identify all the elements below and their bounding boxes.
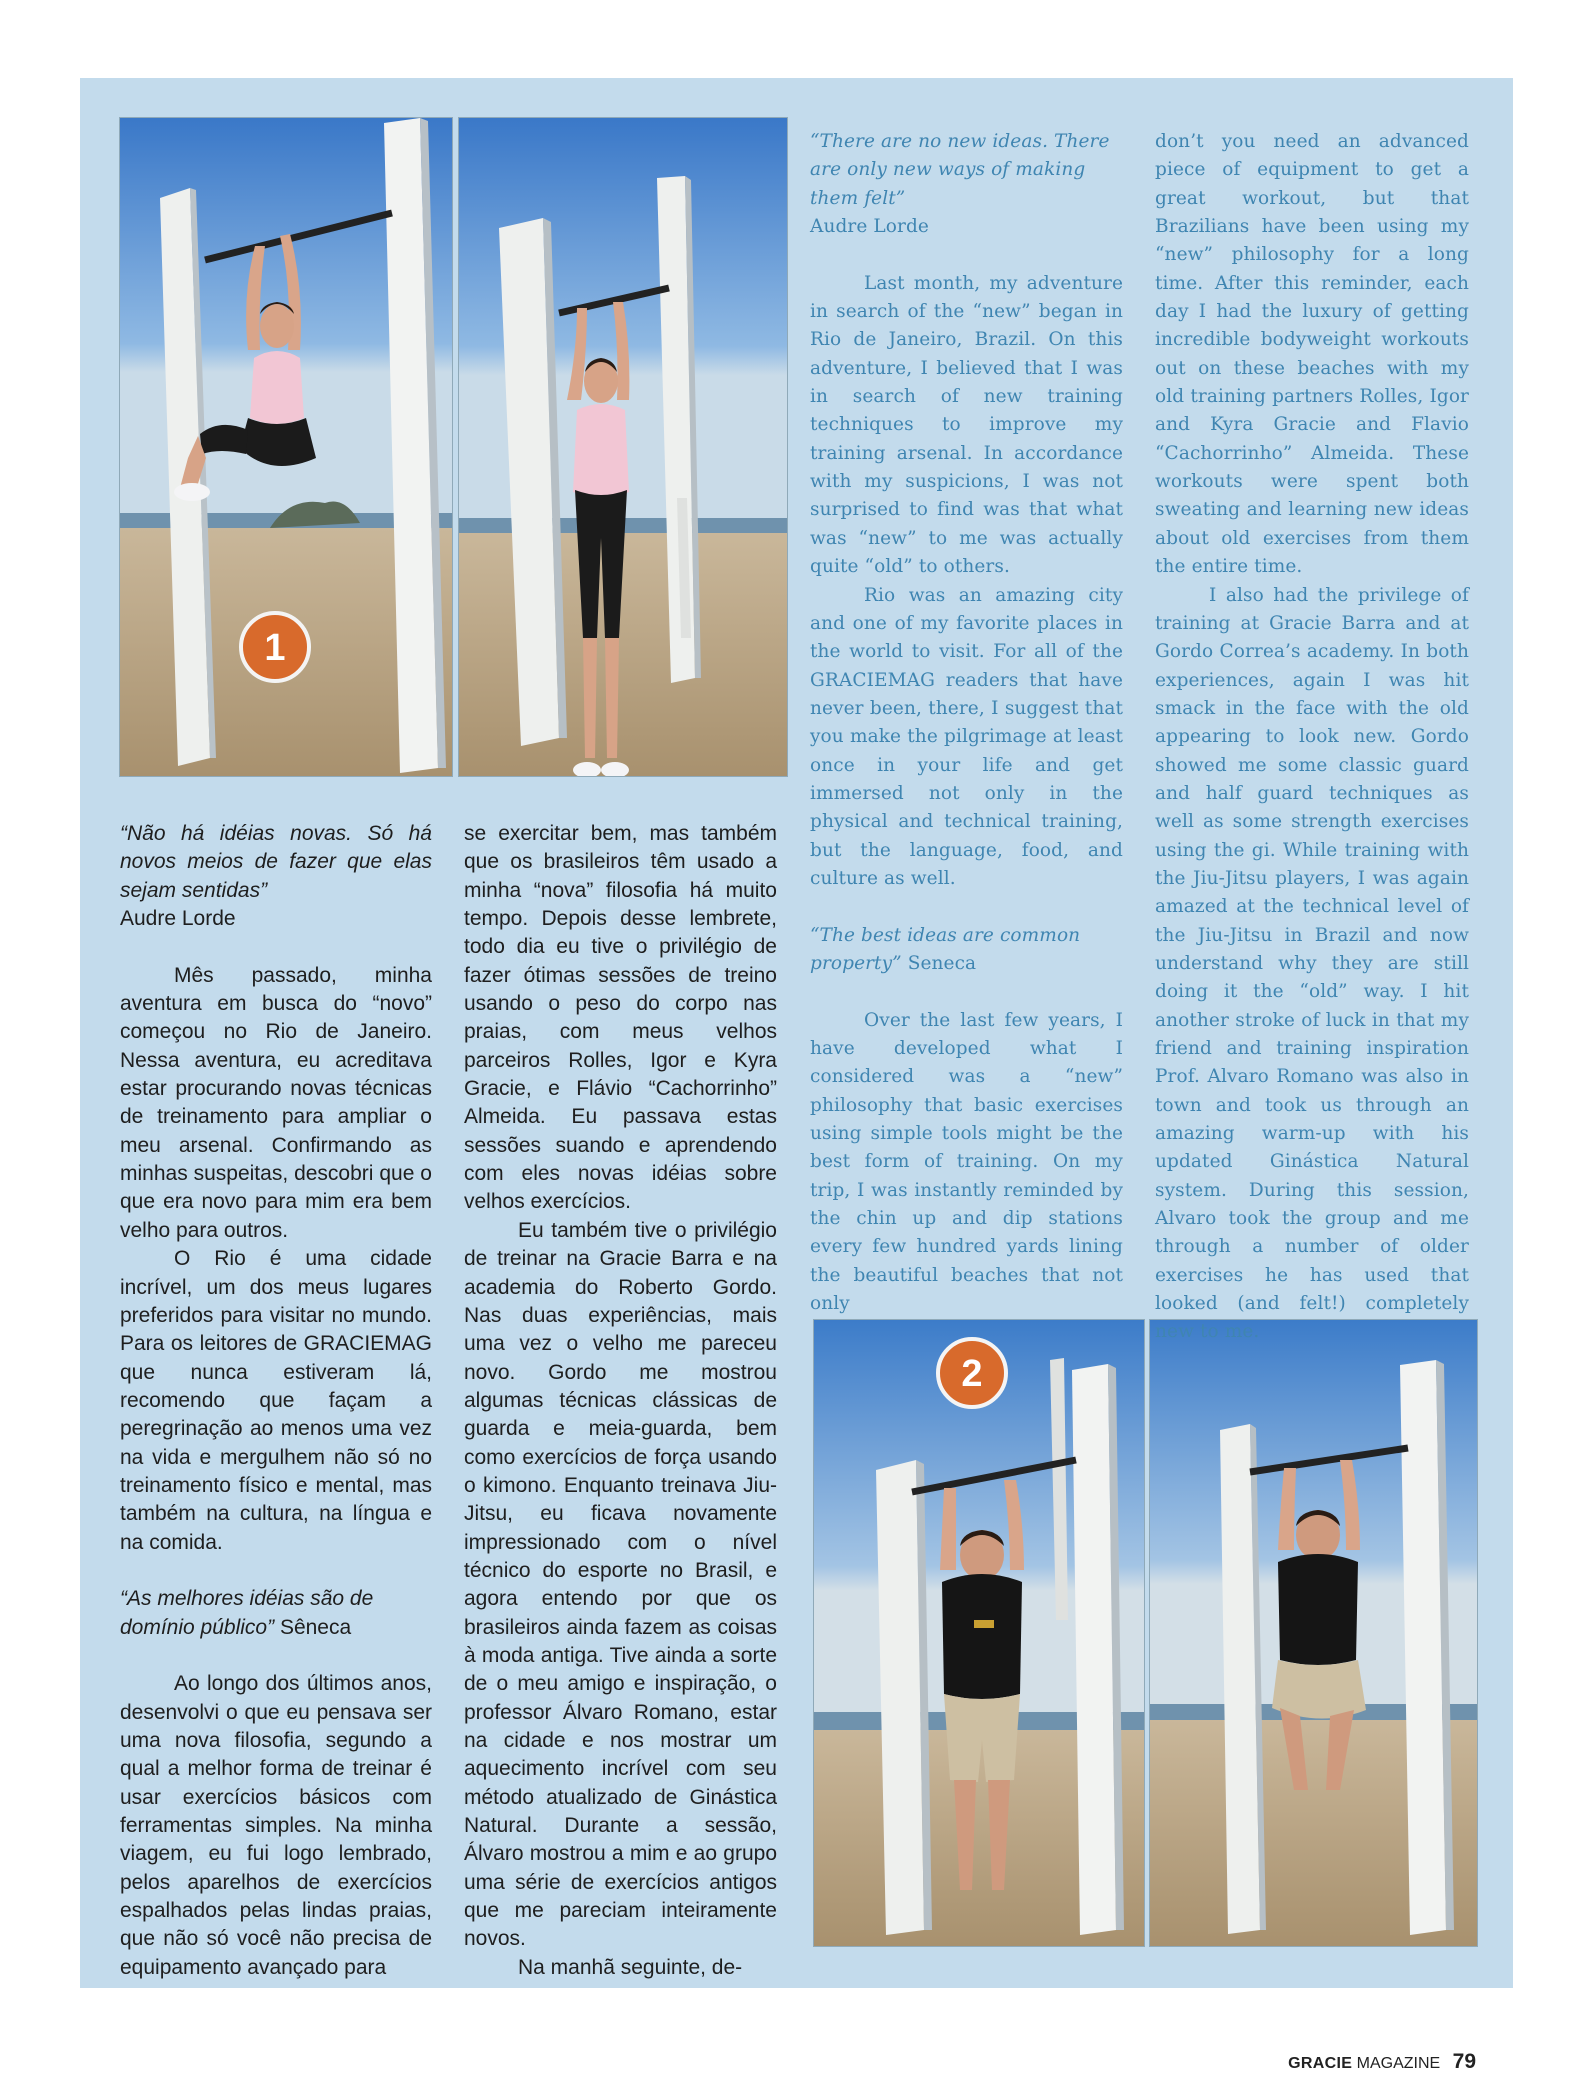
- english-column-2: [1155, 128, 1469, 1347]
- photo-badge-1: 1: [264, 627, 286, 669]
- page-footer: [1288, 2050, 1476, 2074]
- pt-quote-lorde: “Não há idéias novas. Só há novos meios de fazer que elas sejam sentidas”: [120, 822, 432, 902]
- pt-quote-seneca: “As melhores idéias são de domínio público”: [120, 1587, 374, 1639]
- portuguese-column-1: [120, 820, 432, 1982]
- en-paragraph-4: I also had the privilege of training at Gracie Barra and at Gordo Correa’s academy. In both experiences, again I was hit smack in the face with the old appearing to look new. Gordo showed me some classic guard and half guard techniques as well as some strength exercises using the gi. While training with the Jiu-Jitsu players, I was again amazed at the technical level of the Jiu-Jitsu in Brazil and now understand why they are still doing it the “old” way. I hit another stroke of luck in that my friend and training inspiration Prof. Alvaro Romano was also in town and took us through an amazing warm-up with his updated Ginástica Natural system. During this session, Alvaro took the group and me through a number of older exercises he has used that looked (and felt!) completely new to me.: [1155, 584, 1469, 1343]
- en-quote-seneca-block: [810, 922, 1123, 979]
- portuguese-column-2: [464, 820, 777, 1982]
- pt-quote-lorde-author: Audre Lorde: [120, 907, 236, 931]
- pt-paragraph-1: Mês passado, minha aventura em busca do “novo” começou no Rio de Janeiro. Nessa aventura, eu acreditava estar procurando novas técnicas de treinamento para ampliar o meu arsenal. Confirmando as minhas suspeitas, descobri que o que era novo para mim era bem velho para outros.: [120, 963, 432, 1242]
- en-quote-lorde: “There are no new ideas. There are only new ways of making them felt”: [810, 131, 1110, 209]
- en-paragraph-3-continued: don’t you need an advanced piece of equipment to get a great workout, but that Brazilians have been using my “new” philosophy for a long time. After this reminder, each day I had the luxury of getting incredible bodyweight workouts out on these beaches with my old training partners Rolles, Igor and Kyra Gracie and Flavio “Cachorrinho” Almeida. These workouts were spent both sweating and learning new ideas about old exercises from them the entire time.: [1155, 131, 1469, 578]
- footer-brand: GRACIE: [1288, 2055, 1353, 2072]
- photo-woman-knees-raised: [119, 117, 453, 777]
- photo-man-knees-raised: [1149, 1319, 1478, 1947]
- en-paragraph-1: Last month, my adventure in search of the “new” began in Rio de Janeiro, Brazil. On this adventure, I believed that I was in search of new training techniques to improve my training arsenal. In accordance with my suspicions, I was not surprised to find was that what was “new” to me was actually quite “old” to others.: [810, 272, 1123, 578]
- en-quote-seneca: “The best ideas are common property”: [810, 924, 1081, 974]
- footer-magazine: MAGAZINE: [1356, 2055, 1441, 2072]
- en-quote-seneca-author: Seneca: [907, 952, 977, 974]
- pt-paragraph-3: Ao longo dos últimos anos, desenvolvi o que eu pensava ser uma nova filosofia, segundo a qual a melhor forma de treinar é usar exercícios básicos com ferramentas simples. Na minha viagem, eu fui logo lembrado, pelos aparelhos de exercícios espalhados pelas lindas praias, que não só você não precisa de equipamento avançado para: [120, 1672, 432, 1979]
- en-paragraph-2: Rio was an amazing city and one of my favorite places in the world to visit. For all of the GRACIEMAG readers that have never been, there, I suggest that you make the pilgrimage at least once in your life and get immersed not only in the physical and technical training, but the language, food, and culture as well.: [810, 584, 1123, 889]
- pt-paragraph-4: Eu também tive o privilégio de treinar na Gracie Barra e na academia do Roberto Gordo. Nas duas experiências, mais uma vez o velho me pareceu novo. Gordo me mostrou algumas técnicas clássicas de guarda e meia-guarda, bem como exercícios de força usando o kimono. Enquanto treinava Jiu-Jitsu, eu ficava novamente impressionado com o nível técnico do esporte no Brasil, e agora entendo por que os brasileiros ainda fazem as coisas à moda antiga. Tive ainda a sorte de o meu amigo e inspiração, o professor Álvaro Romano, estar na cidade e nos mostrar um aquecimento incrível com seu método atualizado de Ginástica Natural. Durante a sessão, Álvaro mostrou a mim e ao grupo uma série de exercícios antigos que me pareciam inteiramente novos.: [464, 1218, 777, 1951]
- pt-paragraph-5: Na manhã seguinte, de-: [518, 1955, 743, 1979]
- pt-paragraph-3-continued: se exercitar bem, mas também que os brasileiros têm usado a minha “nova” filosofia há muito tempo. Depois desse lembrete, todo dia eu tive o privilégio de fazer ótimas sessões de treino usando o peso do corpo nas praias, com meus velhos parceiros Rolles, Igor e Kyra Gracie, e Flávio “Cachorrinho” Almeida. Eu passava estas sessões suando e aprendendo com eles novas idéias sobre velhos exercícios.: [464, 822, 777, 1214]
- pt-quote-seneca-block: [120, 1585, 432, 1642]
- photo-man-legs-straight: [813, 1319, 1145, 1947]
- photo-woman-legs-straight: [458, 117, 788, 777]
- page-number: 79: [1452, 2050, 1476, 2073]
- english-column-1: [810, 128, 1123, 1318]
- en-paragraph-3: Over the last few years, I have developed what I considered was a “new” philosophy that basic exercises using simple tools might be the best form of training. On my trip, I was instantly reminded by the chin up and dip stations every few hundred yards lining the beautiful beaches that not only: [810, 1009, 1123, 1315]
- pt-paragraph-2: O Rio é uma cidade incrível, um dos meus lugares preferidos para visitar no mundo. Para os leitores de GRACIEMAG que nunca estiveram lá, recomendo que façam a peregrinação ao menos uma vez na vida e mergulhem não só no treinamento físico e mental, mas também na cultura, na língua e na comida.: [120, 1247, 432, 1554]
- pt-quote-seneca-author: Sêneca: [279, 1615, 352, 1639]
- en-quote-lorde-author: Audre Lorde: [810, 216, 929, 238]
- photo-badge-2: 2: [961, 1353, 983, 1395]
